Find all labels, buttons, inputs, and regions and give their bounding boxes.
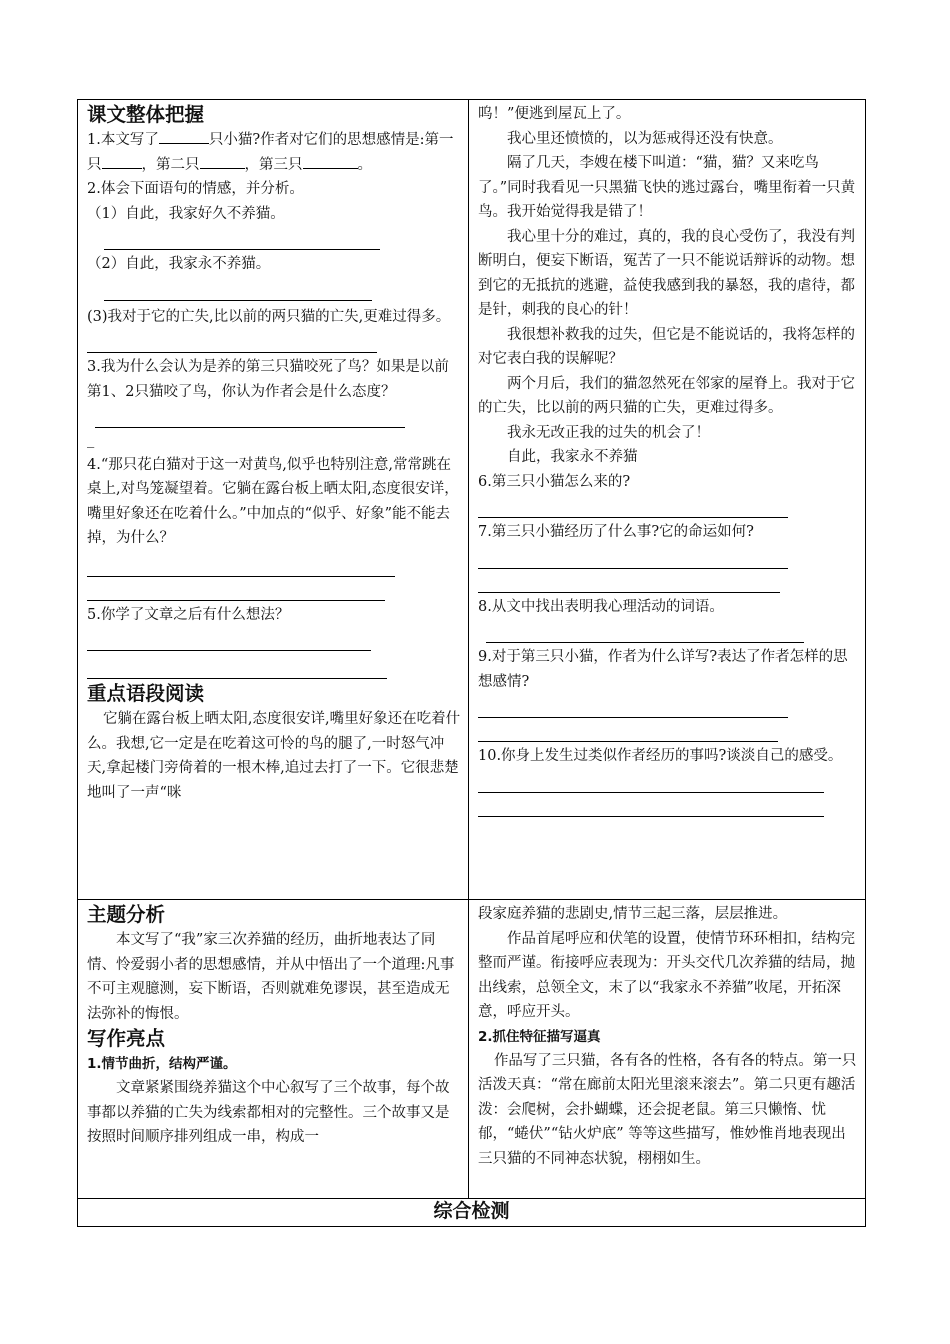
answer-line[interactable] bbox=[478, 694, 788, 718]
theme-text: 本文写了“我”家三次养猫的经历，曲折地表达了同情、怜爱弱小者的思想感情，并从中悟出了一个道理:凡事不可主观臆测，妄下断语，否则就难免谬误，甚至造成无法弥补的悔恨。 bbox=[87, 932, 455, 1022]
question-2-2: （2）自此，我家永不养猫。 bbox=[87, 256, 271, 272]
question-4: 4.“那只花白猫对于这一对黄鸟,似乎也特别注意,常常跳在桌上,对鸟笼凝望着。它躺在露台板上晒太阳,态度很安详，嘴里好象还在吃着什么。”中加点的“似乎、好象”能不能去掉，为什么？ bbox=[87, 456, 459, 546]
reading-paragraph-4: 隔了几天，李嫂在楼下叫道：“猫，猫？又来吃鸟了。”同时我看见一只黑猫飞快的逃过露台，嘴里衔着一只黄鸟。我开始觉得我是错了！ bbox=[478, 155, 856, 220]
question-2-3: (3)我对于它的亡失,比以前的两只猫的亡失,更难过得多。 bbox=[87, 308, 451, 325]
theme-cell bbox=[77, 899, 469, 1199]
footer-title: 综合检测 bbox=[433, 1200, 510, 1222]
answer-line[interactable] bbox=[478, 718, 778, 742]
answer-line[interactable] bbox=[478, 494, 788, 518]
writing-paragraph-2: 作品首尾呼应和伏笔的设置，使情节环环相扣，结构完整而严谨。衔接呼应表现为：开头交代几次养猫的结局，抛出线索，总领全文，末了以“我家永不养猫”收尾，开拓深意，呼应开头。 bbox=[478, 930, 855, 1020]
answer-line[interactable] bbox=[87, 329, 377, 353]
writing-paragraph-1: 文章紧紧围绕养猫这个中心叙写了三个故事，每个故事都以养猫的亡失为线索都相对的完整性。三个故事又是按照时间顺序排列组成一串，构成一 bbox=[87, 1080, 450, 1145]
question-3-tail: _ bbox=[87, 432, 95, 448]
question-1: 1.本文写了 只小猫?作者对它们的思想感情是:第一只 ，第二只 ，第三只 。 bbox=[87, 128, 461, 177]
answer-line[interactable] bbox=[87, 655, 387, 679]
reading-paragraph-3: 我心里还愤愤的，以为惩戒得还没有快意。 bbox=[507, 130, 783, 147]
answer-line[interactable] bbox=[486, 619, 804, 643]
question-2: 2.体会下面语句的情感，并分析。 bbox=[87, 181, 304, 197]
writing-subheading-2: 2.抓住特征描写逼真 bbox=[478, 1028, 601, 1045]
answer-line[interactable] bbox=[95, 404, 405, 428]
writing-paragraph-1-cont: 段家庭养猫的悲剧史,情节三起三落，层层推进。 bbox=[478, 906, 788, 922]
question-10: 10.你身上发生过类似作者经历的事吗?谈淡自己的感受。 bbox=[478, 748, 843, 764]
answer-line[interactable] bbox=[87, 577, 385, 601]
reading-heading: 重点语段阅读 bbox=[87, 682, 205, 705]
reading-cell bbox=[468, 99, 866, 899]
writing-heading: 写作亮点 bbox=[87, 1027, 166, 1050]
reading-paragraph-9: 自此，我家永不养猫 bbox=[507, 449, 638, 465]
reading-paragraph-7: 两个月后，我们的猫忽然死在邻家的屋脊上。我对于它的亡失，比以前的两只猫的亡失，更难过得多。 bbox=[478, 375, 855, 416]
question-9: 9.对于第三只小猫，作者为什么详写?表达了作者怎样的思想感情? bbox=[478, 649, 848, 690]
reading-paragraph-8: 我永无改正我的过失的机会了！ bbox=[507, 424, 710, 441]
question-8: 8.从文中找出表明我心理活动的词语。 bbox=[478, 598, 724, 615]
answer-line[interactable] bbox=[478, 769, 824, 793]
question-7: 7.第三只小猫经历了什么事?它的命运如何? bbox=[478, 524, 754, 540]
overview-heading: 课文整体把握 bbox=[87, 103, 205, 126]
answer-line[interactable] bbox=[478, 793, 824, 817]
answer-line[interactable] bbox=[478, 569, 780, 593]
answer-line[interactable] bbox=[87, 553, 395, 577]
reading-paragraph-1: 它躺在露台板上晒太阳,态度很安详,嘴里好象还在吃着什么。我想,它一定是在吃着这可怜的鸟的腿了,一时怒气冲天,拿起楼门旁倚着的一根木棒,追过去打了一下。它很悲楚地叫了一声“咪 bbox=[87, 711, 461, 801]
writing-paragraph-3: 作品写了三只猫，各有各的性格，各有各的特点。第一只活泼天真：“常在廊前太阳光里滚来滚去”。第二只更有趣活泼：会爬树，会扑蝴蝶，还会捉老鼠。第三只懒惰、忧郁，“蜷伏”“钻火炉底” 等等这些描写，惟妙惟肖地表现出三只猫的不同神态状貌，栩栩如生。 bbox=[478, 1052, 857, 1167]
theme-heading: 主题分析 bbox=[87, 903, 166, 926]
question-2-1: （1）自此，我家好久不养猫。 bbox=[87, 205, 285, 222]
question-6: 6.第三只小猫怎么来的? bbox=[478, 473, 631, 490]
question-5: 5.你学了文章之后有什么想法？ bbox=[87, 606, 290, 623]
question-3: 3.我为什么会认为是养的第三只猫咬死了鸟？如果是以前第1、2只猫咬了鸟，你认为作者会是什么态度？ bbox=[87, 359, 449, 400]
writing-subheading-1: 1.情节曲折，结构严谨。 bbox=[87, 1056, 237, 1072]
reading-paragraph-5: 我心里十分的难过，真的，我的良心受伤了，我没有判断明白，便妄下断语，冤苦了一只不能说话辩诉的动物。想到它的无抵抗的逃避，益使我感到我的暴怒，我的虐待，都是针，刺我的良心的针！ bbox=[478, 228, 855, 318]
answer-line[interactable] bbox=[104, 226, 380, 250]
answer-line[interactable] bbox=[104, 277, 372, 301]
worksheet-table bbox=[77, 99, 866, 1227]
overview-cell bbox=[77, 99, 469, 899]
answer-line[interactable] bbox=[87, 627, 371, 651]
writing-cell bbox=[468, 899, 866, 1199]
reading-paragraph-2: 呜！”便逃到屋瓦上了。 bbox=[478, 106, 631, 122]
answer-line[interactable] bbox=[478, 545, 788, 569]
footer-cell bbox=[77, 1198, 866, 1227]
reading-paragraph-6: 我很想补救我的过失，但它是不能说话的，我将怎样的对它表白我的误解呢？ bbox=[478, 326, 855, 367]
